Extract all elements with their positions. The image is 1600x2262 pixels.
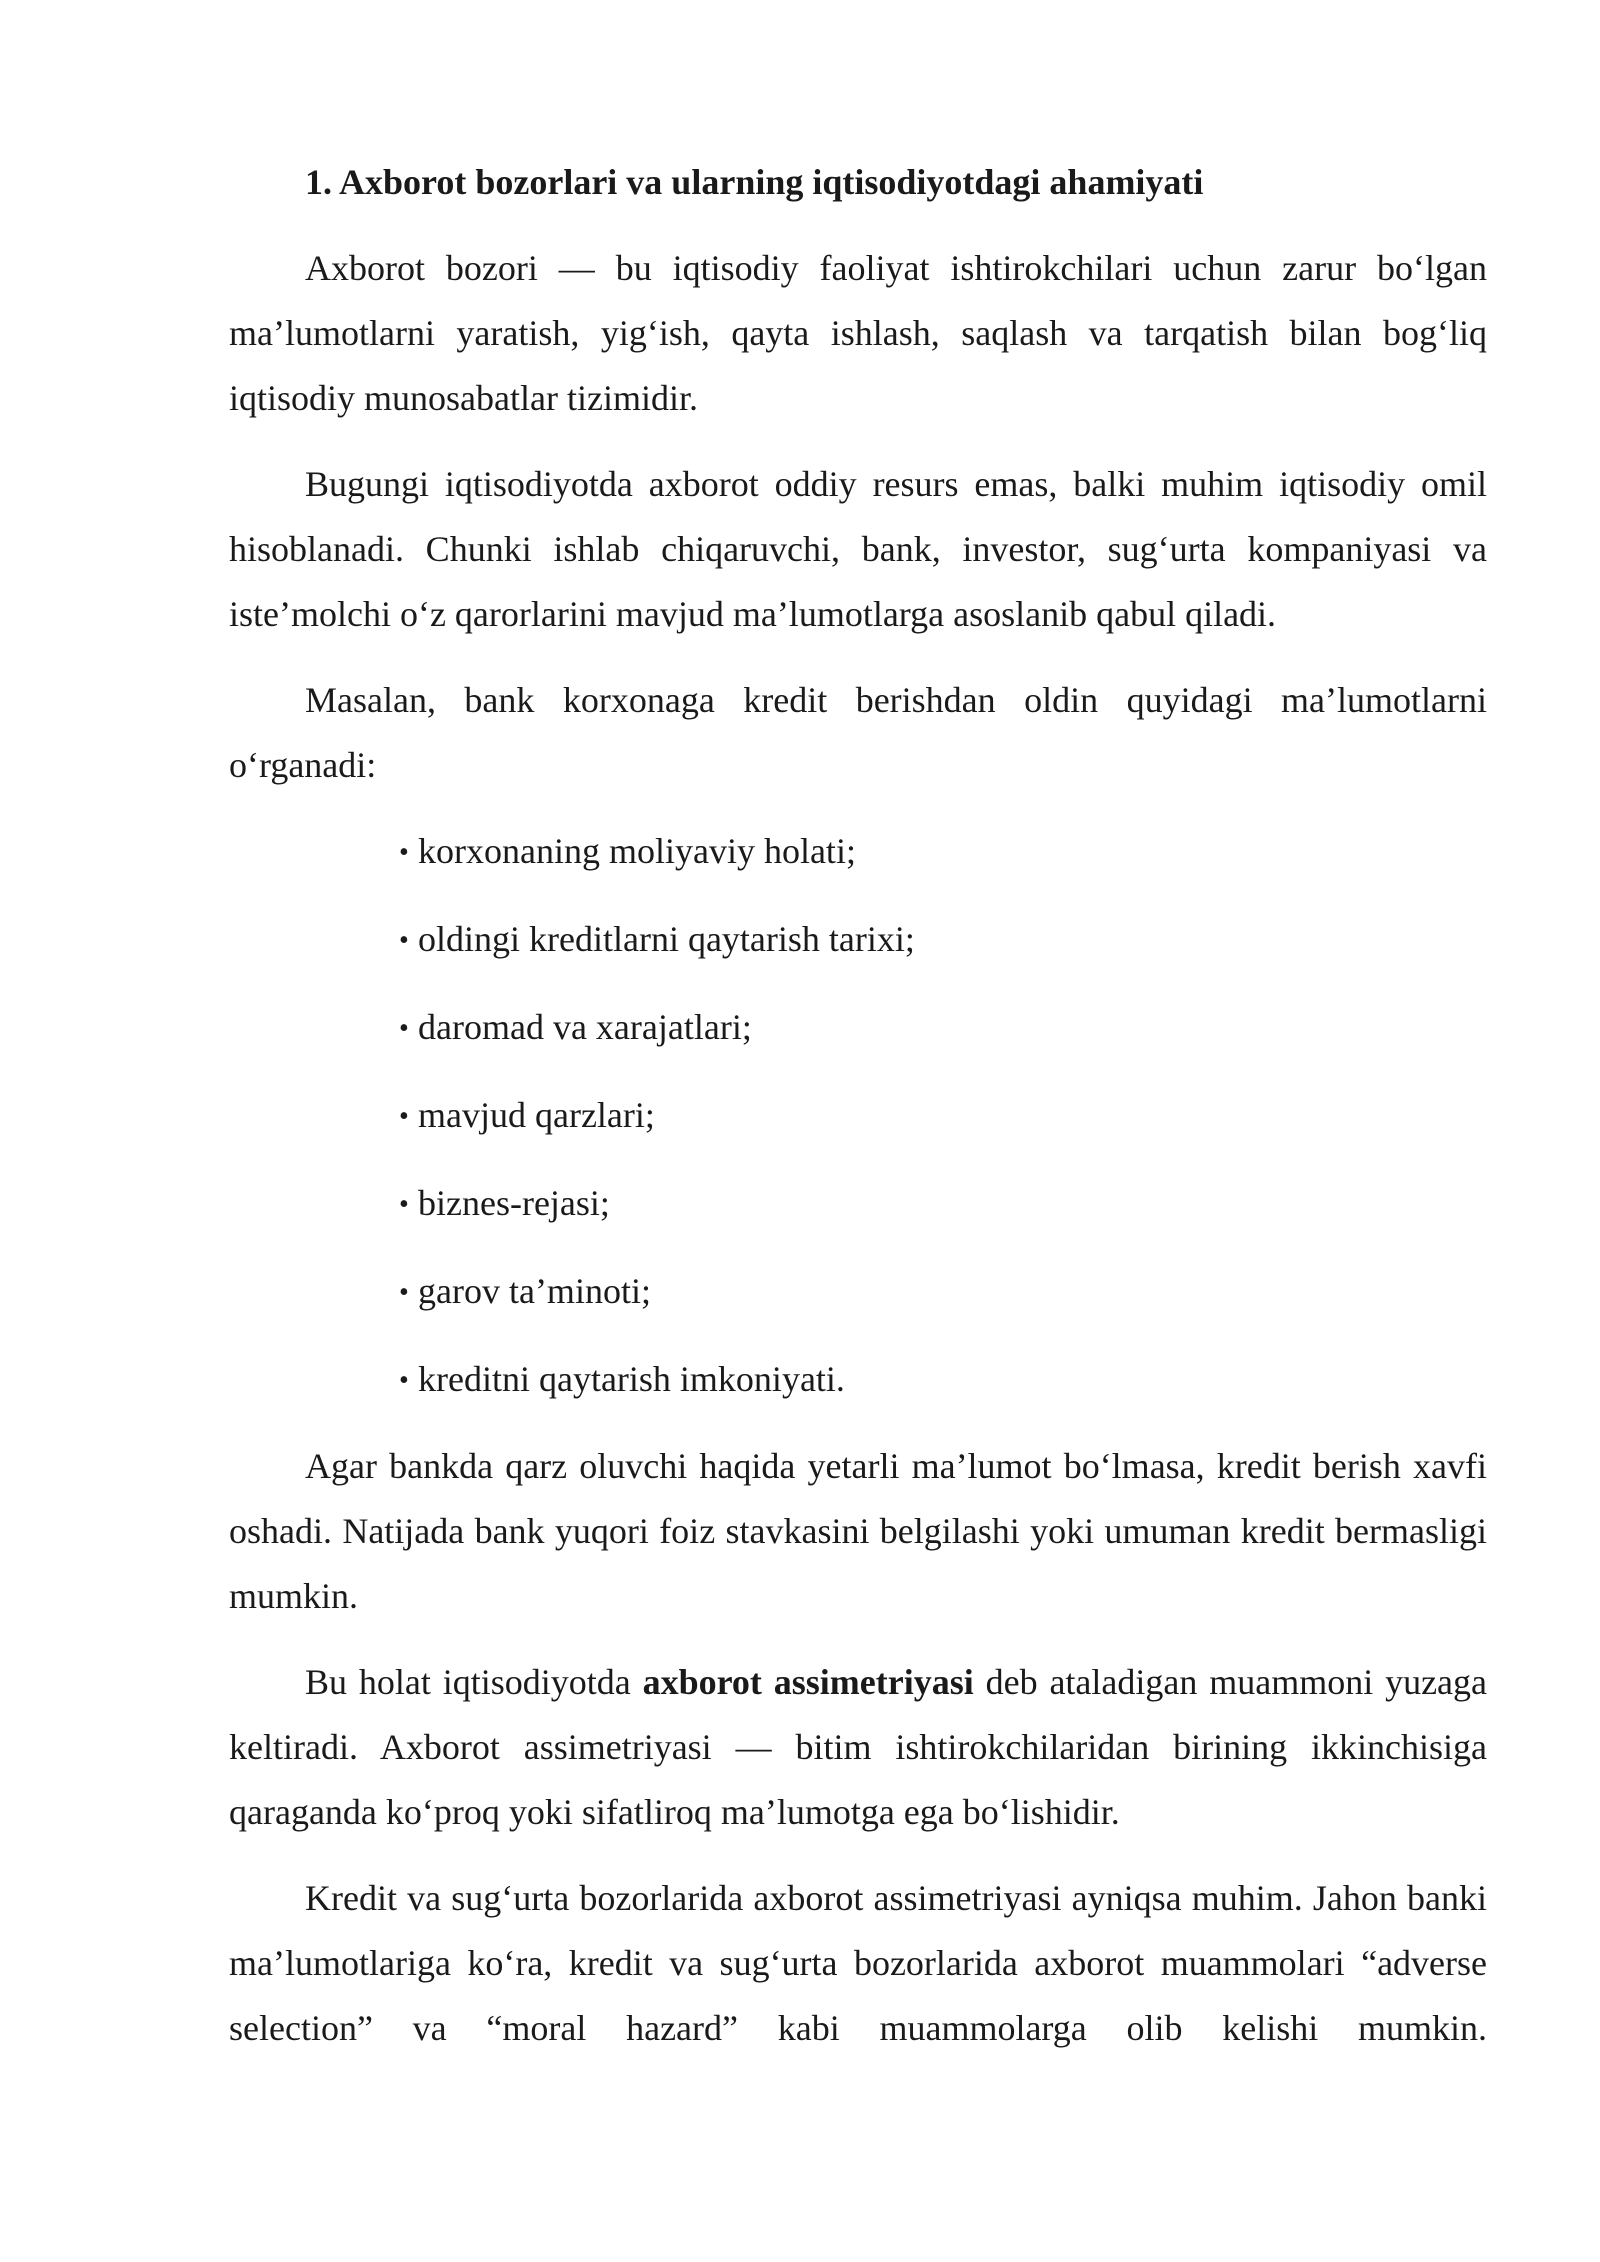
section-heading: 1. Axborot bozorlari va ularning iqtisodiyotdagi ahamiyati	[305, 162, 1204, 202]
list-item-text: korxonaning moliyaviy holati;	[418, 831, 856, 871]
list-item	[399, 1171, 1487, 1237]
paragraph-definition: Axborot bozori — bu iqtisodiy faoliyat ishtirokchilari uchun zarur bo‘lgan ma’lumotlarni yaratish, yig‘ish, qayta ishlash, saqlash va tarqatish bilan bog‘liq iqtisodiy munosabatlar tizimidir.	[229, 248, 1487, 418]
list-item-text: oldingi kreditlarni qaytarish tarixi;	[418, 919, 915, 959]
list-item	[399, 1083, 1487, 1149]
paragraph-economy: Bugungi iqtisodiyotda axborot oddiy resurs emas, balki muhim iqtisodiy omil hisoblanadi. Chunki ishlab chiqaruvchi, bank, investor, sug‘urta kompaniyasi va iste’molchi o‘z qarorlarini mavjud ma’lumotlarga asoslanib qabul qiladi.	[229, 464, 1487, 634]
list-item	[399, 819, 1487, 885]
bullet-icon: •	[399, 1101, 409, 1132]
list-item	[399, 907, 1487, 973]
paragraph-asymmetry	[229, 1650, 1487, 1845]
bullet-icon: •	[399, 925, 409, 956]
list-item	[399, 1347, 1487, 1413]
bullet-icon: •	[399, 1189, 409, 1220]
bullet-icon: •	[399, 1365, 409, 1396]
paragraph-example: Masalan, bank korxonaga kredit berishdan oldin quyidagi ma’lumotlarni o‘rganadi:	[229, 680, 1487, 785]
list-item-text: garov ta’minoti;	[418, 1271, 651, 1311]
list-item-text: mavjud qarzlari;	[418, 1095, 655, 1135]
list-item-text: biznes-rejasi;	[418, 1183, 610, 1223]
list-item	[399, 1259, 1487, 1325]
list-item-text: kreditni qaytarish imkoniyati.	[418, 1359, 845, 1399]
paragraph-risk: Agar bankda qarz oluvchi haqida yetarli ma’lumot bo‘lmasa, kredit berish xavfi oshadi. Natijada bank yuqori foiz stavkasini belgilashi yoki umuman kredit bermasligi mumkin.	[229, 1446, 1487, 1616]
bullet-icon: •	[399, 837, 409, 868]
paragraph-credit-insurance: Kredit va sug‘urta bozorlarida axborot assimetriyasi ayniqsa muhim. Jahon banki ma’lumotlariga ko‘ra, kredit va sug‘urta bozorlarida axborot muammolari “adverse selection” va “moral hazard” kabi muammolarga olib kelishi mumkin.	[229, 1878, 1487, 2048]
paragraph-text: Bu holat iqtisodiyotda	[305, 1662, 643, 1702]
key-term: axborot assimetriyasi	[642, 1662, 974, 1702]
list-item	[399, 995, 1487, 1061]
bullet-list	[229, 819, 1487, 1413]
list-item-text: daromad va xarajatlari;	[418, 1007, 752, 1047]
paragraph-text: deb ataladigan muammoni yuzaga keltiradi. Axborot assimetriyasi — bitim ishtirokchilaridan birining ikkinchisiga qaraganda ko‘proq yoki sifatliroq ma’lumotga ega bo‘lishidir.	[229, 1662, 1487, 1832]
bullet-icon: •	[399, 1277, 409, 1308]
bullet-icon: •	[399, 1013, 409, 1044]
document-page	[229, 150, 1487, 2082]
